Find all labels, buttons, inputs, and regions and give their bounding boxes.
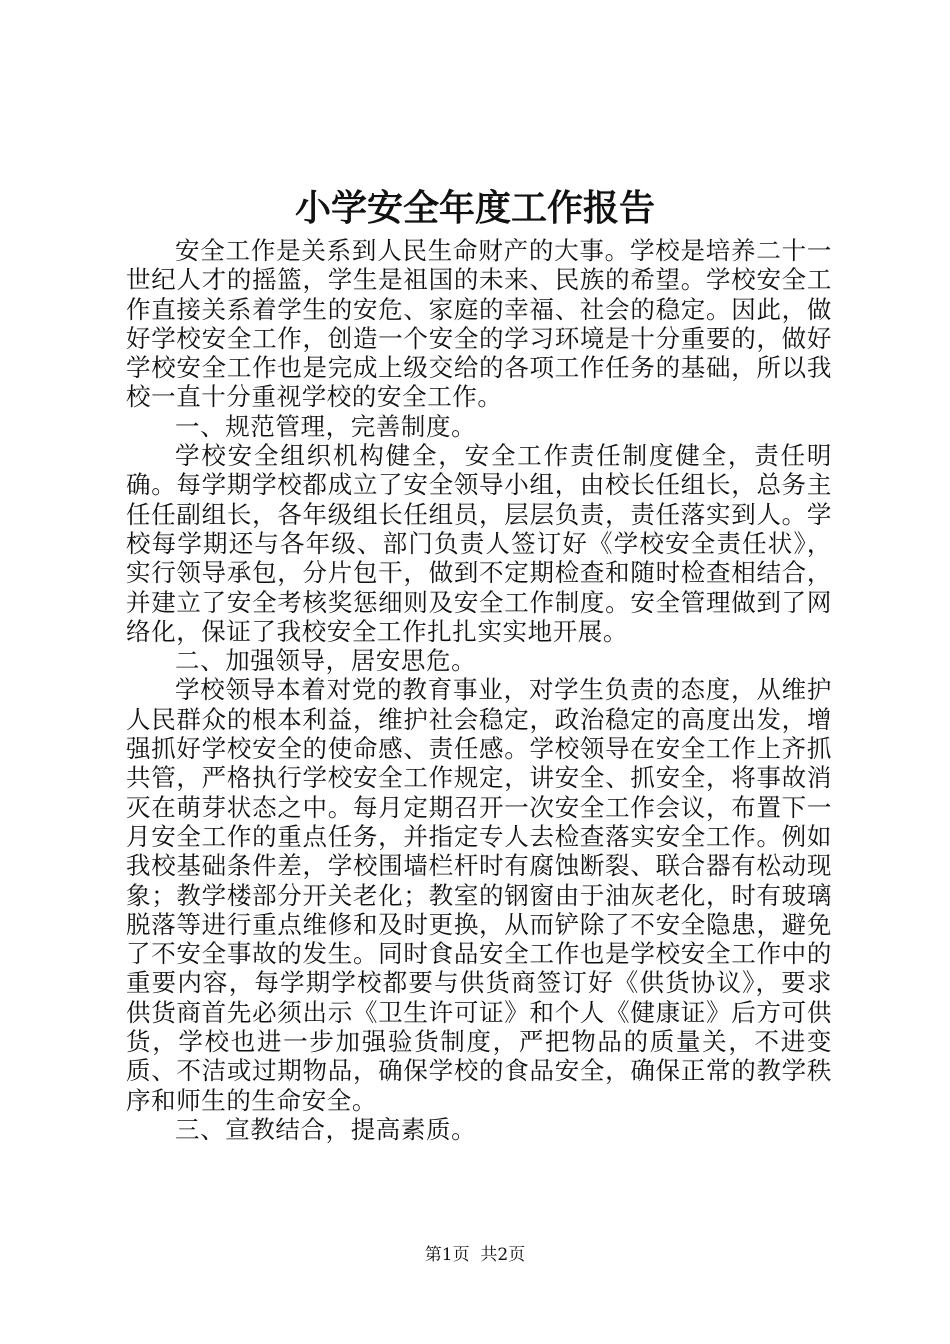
section-heading-3: 三、宣教结合，提高素质。 xyxy=(175,1114,477,1144)
section-heading-2: 二、加强领导，居安思危。 xyxy=(175,646,477,676)
section-heading-1: 一、规范管理，完善制度。 xyxy=(175,411,477,441)
paragraph-section-2: 学校领导本着对党的教育事业，对学生负责的态度，从维护人民群众的根本利益，维护社会稳定，政治稳定的高度出发，增强抓好学校安全的使命感、责任感。学校领导在安全工作上齐抓共管，严格执行学校安全工作规定，讲安全、抓安全，将事故消灭在萌芽状态之中。每月定期召开一次安全工作会议，布置下一月安全工作的重点任务，并指定专人去检查落实安全工作。例如我校基础条件差，学校围墙栏杆时有腐蚀断裂、联合器有松动现象；教学楼部分开关老化；教室的钢窗由于油灰老化，时有玻璃脱落等进行重点维修和及时更换，从而铲除了不安全隐患，避免了不安全事故的发生。同时食品安全工作也是学校安全工作中的重要内容，每学期学校都要与供货商签订好《供货协议》，要求供货商首先必须出示《卫生许可证》和个人《健康证》后方可供货，学校也进一步加强验货制度，严把物品的质量关，不进变质、不洁或过期物品，确保学校的食品安全，确保正常的教学秩序和师生的生命安全。 xyxy=(126,675,832,1115)
document-body xyxy=(126,236,832,1144)
document-title: 小学安全年度工作报告 xyxy=(294,187,655,229)
paragraph-section-1: 学校安全组织机构健全，安全工作责任制度健全，责任明确。每学期学校都成立了安全领导小组，由校长任组长，总务主任任副组长，各年级组长任组员，层层负责，责任落实到人。学校每学期还与各年级、部门负责人签订好《学校安全责任状》，实行领导承包，分片包干，做到不定期检查和随时检查相结合，并建立了安全考核奖惩细则及安全工作制度。安全管理做到了网络化，保证了我校安全工作扎扎实实地开展。 xyxy=(126,441,832,646)
paragraph-intro: 安全工作是关系到人民生命财产的大事。学校是培养二十一世纪人才的摇篮，学生是祖国的未来、民族的希望。学校安全工作直接关系着学生的安危、家庭的幸福、社会的稳定。因此，做好学校安全工作，创造一个安全的学习环境是十分重要的，做好学校安全工作也是完成上级交给的各项工作任务的基础，所以我校一直十分重视学校的安全工作。 xyxy=(126,236,832,412)
page-footer: 第1页 共2页 xyxy=(424,1245,526,1265)
